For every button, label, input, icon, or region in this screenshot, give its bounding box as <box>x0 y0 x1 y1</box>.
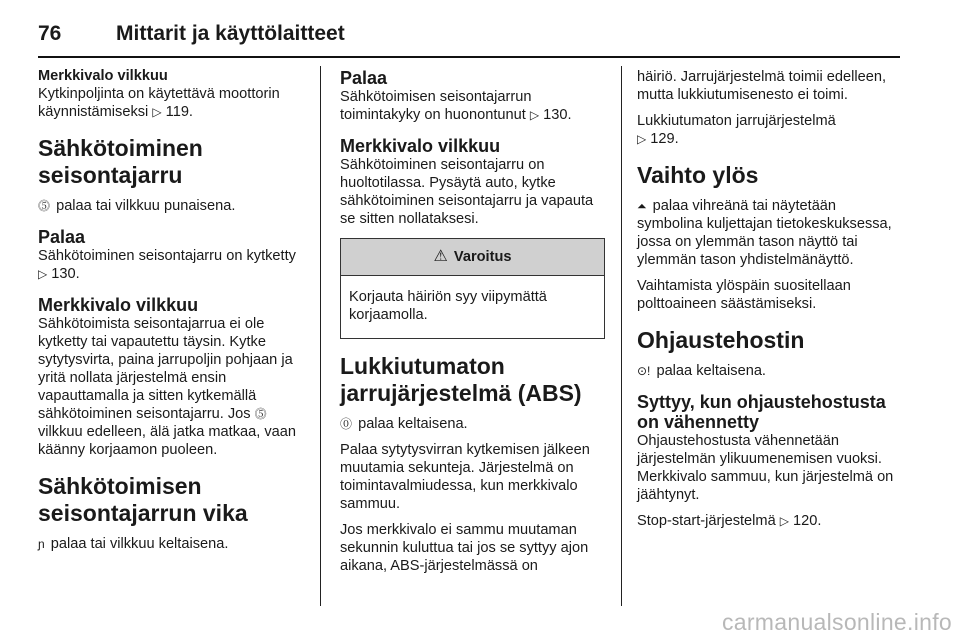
paragraph: Sähkötoiminen seisontajarru on kytketty ▷ 130. <box>38 248 296 282</box>
page-reference: 120. <box>793 513 822 529</box>
warning-box <box>340 238 605 339</box>
shift-up-icon: ⏶ <box>637 199 647 213</box>
subsection-heading: Merkkivalo vilkkuu <box>38 295 199 315</box>
column-2 <box>340 68 605 583</box>
section-title: Lukkiutumaton jarrujärjestelmä (ABS) <box>340 353 582 406</box>
warning-body: Korjauta häiriön syy viipymättä korjaamolla. <box>349 289 547 323</box>
power-steering-icon: ⊙! <box>637 364 651 378</box>
warning-header: ⚠ Varoitus <box>341 239 604 276</box>
section-title: Ohjaustehostin <box>637 327 805 353</box>
page-header <box>38 14 900 58</box>
page-title: Mittarit ja käyttölaitteet <box>116 22 345 45</box>
column-1 <box>38 68 306 561</box>
arrow-right-icon: ▷ <box>38 267 48 281</box>
paragraph: Sähkötoiminen seisontajarru on huoltotilassa. Pysäytä auto, kytke sähkötoiminen seisontajarru ja vapauta se sitten nollataksesi. <box>340 157 594 227</box>
page-reference: 130. <box>51 266 80 282</box>
paragraph: Sähkötoimista seisontajarrua ei ole kytketty tai vapautettu täysin. Kytke sytytysvirta, paina jarrupoljin pohjaan ja yritä nollata järjestelmä ensin vapauttamalla ja sitten kytkemällä sähkötoiminen seisontajarru. Jos ⓹ vilkkuu edelleen, älä jatka matkaa, vaan käänny korjaamon puoleen. <box>38 316 296 458</box>
subsection-heading: Merkkivalo vilkkuu <box>340 136 501 156</box>
paragraph: Ohjaustehostusta vähennetään järjestelmän ylikuumenemisen vuoksi. Merkkivalo sammuu, kun järjestelmä on jäähtynyt. <box>637 433 894 503</box>
paragraph: ⏶ palaa vihreänä tai näytetään symbolina kuljettajan tietokeskuksessa, jossa on ylemmän tason näyttö tai ylemmän tason yhdistelmänäyttö. <box>637 198 892 268</box>
column-divider <box>320 66 321 606</box>
paragraph: häiriö. Jarrujärjestelmä toimii edelleen, mutta lukkiutumisenesto ei toimi. <box>637 69 887 103</box>
warning-triangle-icon: ⚠ <box>433 248 448 265</box>
abs-icon: ⓪ <box>340 417 353 431</box>
paragraph: Stop-start-järjestelmä ▷ 120. <box>637 513 822 529</box>
parking-brake-icon: ⓹ <box>38 199 51 213</box>
paragraph: ⓪ palaa keltaisena. <box>340 416 468 432</box>
paragraph: ɲ palaa tai vilkkuu keltaisena. <box>38 536 229 552</box>
paragraph: Kytkinpoljinta on käytettävä moottorin käynnistämiseksi ▷ 119. <box>38 86 280 120</box>
arrow-right-icon: ▷ <box>637 132 647 146</box>
subsection-heading: Palaa <box>38 227 86 247</box>
paragraph: Lukkiutumaton jarrujärjestelmä ▷ 129. <box>637 113 836 147</box>
arrow-right-icon: ▷ <box>529 108 540 122</box>
page-reference: 130. <box>543 107 572 123</box>
parking-brake-icon: ⓹ <box>254 407 267 421</box>
section-title: Vaihto ylös <box>637 162 759 188</box>
watermark: carmanualsonline.info <box>721 609 952 635</box>
section-heading: Merkkivalo vilkkuu <box>38 68 168 84</box>
page-reference: 129. <box>650 131 679 147</box>
section-title: Sähkötoimisen seisontajarrun vika <box>38 473 248 526</box>
page-number: 76 <box>38 22 62 45</box>
column-3 <box>637 68 902 538</box>
paragraph: Sähkötoimisen seisontajarrun toimintakyky on huonontunut ▷ 130. <box>340 89 572 123</box>
subsection-heading: Syttyy, kun ohjaustehostusta on vähennetty <box>637 392 886 432</box>
subsection-heading: Palaa <box>340 68 388 88</box>
brake-fault-icon: ɲ <box>38 537 45 551</box>
arrow-right-icon: ▷ <box>779 514 789 528</box>
paragraph: Palaa sytytysvirran kytkemisen jälkeen muutamia sekunteja. Järjestelmä on toimintavalmiudessa, kun merkkivalo sammuu. <box>340 442 590 512</box>
section-title: Sähkötoiminen seisontajarru <box>38 135 203 188</box>
column-divider <box>621 66 622 606</box>
paragraph: Jos merkkivalo ei sammu muutaman sekunnin kuluttua tai jos se syttyy ajon aikana, ABS-järjestelmässä on <box>340 522 589 574</box>
paragraph: Vaihtamista ylöspäin suositellaan polttoaineen säästämiseksi. <box>637 278 851 312</box>
arrow-right-icon: ▷ <box>152 105 162 119</box>
page-reference: 119. <box>165 104 193 120</box>
paragraph: ⓹ palaa tai vilkkuu punaisena. <box>38 198 236 214</box>
paragraph: ⊙! palaa keltaisena. <box>637 363 766 379</box>
